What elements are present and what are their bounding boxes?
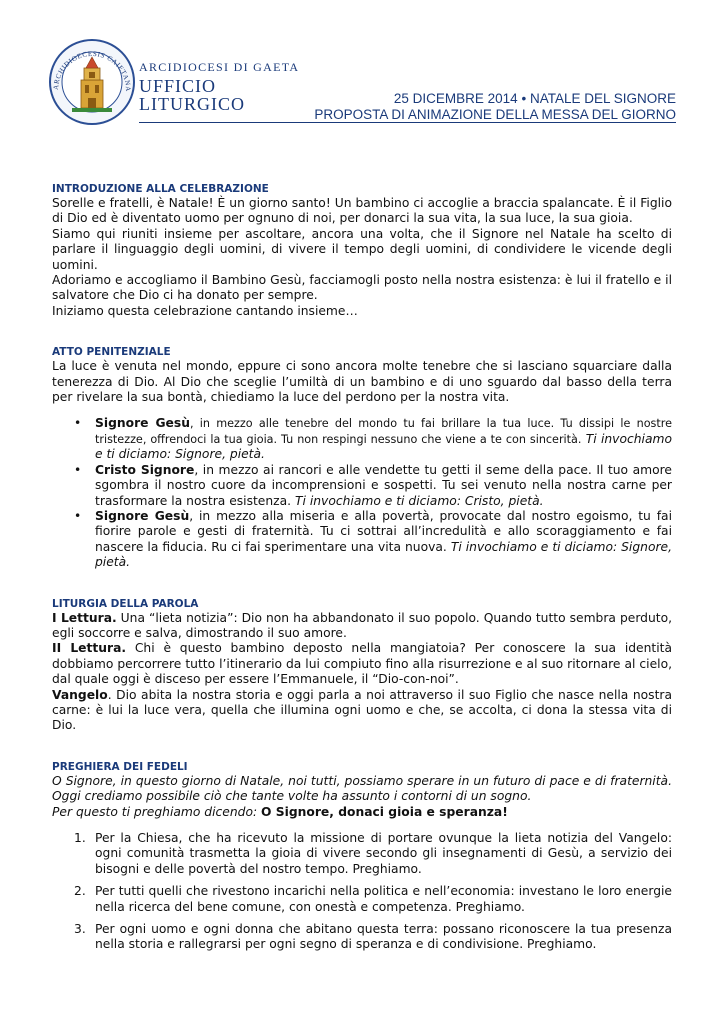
- item-text: Per tutti quelli che rivestono incarichi nella politica e nell’economia: investano le loro energie nella ricerca del bene comune, con onestà e competenza. Preghiamo.: [95, 884, 672, 914]
- first-reading-label: I Lettura.: [52, 610, 117, 625]
- item-number: 1.: [74, 831, 86, 845]
- penitential-list: [52, 416, 672, 570]
- list-item: [52, 416, 672, 462]
- invocation-text: , in mezzo alla miseria e alla povertà, provocate dal nostro egoismo, tu fai fiorire parole e gesti di fraternità. Tu ci sottrai all’incredulità e allo scoraggiamento e fai nascere la fiducia. Ru ci fai sperimentare una vita nuova.: [95, 508, 672, 554]
- gospel-label: Vangelo: [52, 687, 108, 702]
- invocation-title: Signore Gesù: [95, 508, 190, 523]
- org-line-2: UFFICIO: [139, 76, 217, 96]
- list-item: [52, 831, 672, 877]
- diocese-seal-logo: [48, 38, 136, 126]
- intro-paragraph-2: Siamo qui riuniti insieme per ascoltare, ancora una volta, che il Signore nel Natale ha scelto di parlare il linguaggio degli uomini, di vivere il tempo degli uomini, di condividere le vicende degli uomini.: [52, 226, 672, 272]
- date: 25 DICEMBRE 2014: [393, 91, 518, 106]
- seal-text: ARCHIDIOECESIS CAIETANA: [51, 49, 133, 92]
- prayer-invite-text: Per questo ti preghiamo dicendo:: [52, 804, 262, 819]
- invocation-text: , in mezzo ai rancori e alle vendette tu getti il seme della pace. Il tuo amore sgombra il nostro cuore da incomprensioni e sospetti. Tu sei venuto nella nostra carne per trasformare la nostra esistenza.: [95, 462, 672, 508]
- feast-name: NATALE DEL SIGNORE: [529, 91, 676, 106]
- prayer-list: [52, 831, 672, 953]
- list-item: [52, 509, 672, 571]
- list-item: [52, 922, 672, 953]
- list-item: [52, 463, 672, 509]
- item-text: Per ogni uomo e ogni donna che abitano questa terra: possano riconoscere la tua presenza nella storia e rallegrarsi per ogni segno di speranza e di condivisione. Preghiamo.: [95, 922, 672, 952]
- invocation-text: , in mezzo alle tenebre del mondo tu fai brillare la tua luce. Tu dissipi le nostre tristezze, offrendoci la tua gioia. Tu non respingi nessuno che viene a te con sincerità.: [95, 417, 672, 446]
- invocation-title: Cristo Signore: [95, 462, 195, 477]
- intro-paragraph-3: Adoriamo e accogliamo il Bambino Gesù, facciamogli posto nella nostra esistenza: è lui il fratello e il salvatore che Dio ci ha donato per sempre.: [52, 273, 672, 303]
- prayer-invite: [52, 805, 672, 820]
- section-heading-prayer: PREGHIERA DEI FEDELI: [52, 760, 188, 773]
- document-subtitle: PROPOSTA DI ANIMAZIONE DELLA MESSA DEL GIORNO: [314, 107, 676, 122]
- second-reading-label: II Lettura.: [52, 641, 127, 656]
- intro-paragraph-4: Iniziamo questa celebrazione cantando insieme…: [52, 303, 358, 318]
- header-rule: [139, 122, 676, 123]
- document-body: [52, 183, 672, 960]
- section-heading-liturgy: LITURGIA DELLA PAROLA: [52, 597, 199, 610]
- first-reading: [52, 611, 672, 642]
- prayer-response: O Signore, donaci gioia e speranza!: [261, 804, 508, 819]
- gospel-text: . Dio abita la nostra storia e oggi parla a noi attraverso il suo Figlio che nasce nella nostra carne: è lui la luce vera, quella che illumina ogni uomo e che, se accolta, ci dona la stessa vita di Dio.: [52, 687, 672, 733]
- org-line-3: LITURGICO: [139, 94, 245, 114]
- first-reading-text: Una “lieta notizia”: Dio non ha abbandonato il suo popolo. Quando tutto sembra perduto, egli soccorre e salva, dimostrando il suo amore.: [52, 610, 673, 640]
- invocation-response: Ti invochiamo e ti diciamo: Cristo, pietà.: [295, 493, 544, 508]
- invocation-response: Ti invochiamo e ti diciamo: Signore, pietà.: [95, 431, 672, 462]
- organization-name: [139, 60, 299, 113]
- separator: •: [521, 91, 527, 106]
- penitential-intro: La luce è venuta nel mondo, eppure ci sono ancora molte tenebre che si lasciano squarciare dalla tenerezza di Dio. Al Dio che sceglie l’umiltà di un bambino e di uno sguardo dal basso della terra per rivelare la sua bontà, chiediamo la luce del perdono per la nostra vita.: [52, 359, 672, 405]
- prayer-intro: O Signore, in questo giorno di Natale, noi tutti, possiamo sperare in un futuro di pace e di fraternità. Oggi crediamo possibile ciò che tante volte ha assunto i contorni di un sogno.: [52, 773, 672, 804]
- invocation-response: Ti invochiamo e ti diciamo: Signore, pietà.: [95, 539, 672, 570]
- second-reading: [52, 641, 672, 687]
- second-reading-text: Chi è questo bambino deposto nella mangiatoia? Per conoscere la sua identità dobbiamo percorrere tutto l’itinerario da lui compiuto fino alla risurrezione e al suo ritornare al cielo, dal quale oggi è disceso per essere l’Emmanuele, il “Dio-con-noi”.: [52, 641, 672, 687]
- date-title: [314, 91, 676, 107]
- item-number: 3.: [74, 922, 86, 937]
- intro-paragraph-1: Sorelle e fratelli, è Natale! È un giorno santo! Un bambino ci accoglie a braccia spalancate. È il Figlio di Dio ed è diventato uomo per ognuno di noi, per donarci la sua vita, la sua luce, la sua gioia.: [52, 196, 672, 226]
- list-item: [52, 884, 672, 915]
- section-heading-intro: INTRODUZIONE ALLA CELEBRAZIONE: [52, 183, 269, 195]
- item-number: 2.: [74, 884, 86, 899]
- item-text: Per la Chiesa, che ha ricevuto la missione di portare ovunque la lieta notizia del Vangelo: ogni comunità trasmetta la gioia di vivere secondo gli insegnamenti di Gesù, a servizio dei bisogni e delle povertà del nostro tempo. Preghiamo.: [95, 831, 672, 876]
- document-heading: [314, 91, 676, 123]
- org-line-1: ARCIDIOCESI DI GAETA: [139, 60, 300, 74]
- gospel: [52, 688, 672, 734]
- invocation-title: Signore Gesù: [95, 416, 190, 431]
- section-heading-penitential: ATTO PENITENZIALE: [52, 346, 171, 359]
